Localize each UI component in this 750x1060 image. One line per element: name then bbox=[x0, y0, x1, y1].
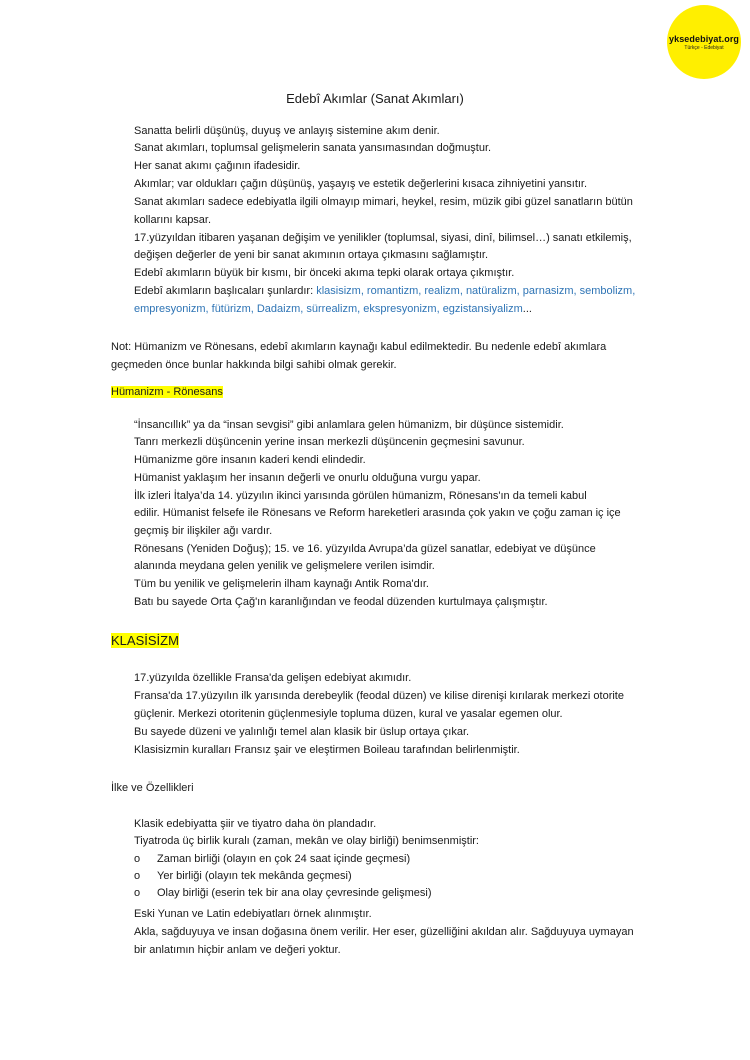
paragraph-line: Klasisizmin kuralları Fransız şair ve eleştirmen Boileau tarafından belirlenmiştir. bbox=[134, 744, 520, 756]
paragraph-line: Sanat akımları, toplumsal gelişmelerin sanata yansımasından doğmuştur. bbox=[134, 142, 492, 154]
paragraph-line: 17.yüzyıldan itibaren yaşanan değişim ve yenilikler (toplumsal, siyasi, dinî, bilimsel…) sanatı etkilemiş, bbox=[134, 232, 632, 244]
paragraph-line: “İnsancıllık” ya da “insan sevgisi” gibi anlamlara gelen hümanizm, bir düşünce sistemidir. bbox=[134, 419, 564, 431]
section-heading bbox=[111, 633, 179, 649]
paragraph-line: alanında meydana gelen yenilik ve gelişmelere verilen isimdir. bbox=[134, 560, 435, 572]
paragraph-line: değişen değerler de yeni bir sanat akımının ortaya çıkmasını sağlamıştır. bbox=[134, 249, 489, 261]
paragraph-line: Sanatta belirli düşünüş, duyuş ve anlayış sistemine akım denir. bbox=[134, 125, 440, 137]
paragraph-line: kollarını kapsar. bbox=[134, 214, 212, 226]
bullet-item: Olay birliği (eserin tek bir ana olay çevresinde gelişmesi) bbox=[157, 887, 432, 899]
paragraph-line: Tiyatroda üç birlik kuralı (zaman, mekân ve olay birliği) benimsenmiştir: bbox=[134, 835, 479, 847]
paragraph-line: Rönesans (Yeniden Doğuş); 15. ve 16. yüzyılda Avrupa’da güzel sanatlar, edebiyat ve düşünce bbox=[134, 543, 596, 555]
site-logo[interactable] bbox=[667, 5, 741, 79]
movements-list: empresyonizm, fütürizm, Dadaizm, sürrealizm, ekspresyonizm, egzistansiyalizm bbox=[134, 303, 523, 315]
section-heading-text: Hümanizm - Rönesans bbox=[111, 386, 223, 398]
bullet-item: Yer birliği (olayın tek mekânda geçmesi) bbox=[157, 870, 352, 882]
movements-list-line bbox=[134, 302, 532, 316]
paragraph-line: Sanat akımları sadece edebiyatla ilgili olmayıp mimari, heykel, resim, müzik gibi güzel sanatların bütün bbox=[134, 196, 633, 208]
paragraph-line: Hümanizme göre insanın kaderi kendi elindedir. bbox=[134, 454, 366, 466]
paragraph-line: Hümanist yaklaşım her insanın değerli ve onurlu olduğuna vurgu yapar. bbox=[134, 472, 481, 484]
paragraph-line: Akla, sağduyuya ve insan doğasına önem verilir. Her eser, güzelliğini akıldan alır. Sağduyuya uymayan bbox=[134, 926, 634, 938]
subheading: İlke ve Özellikleri bbox=[111, 782, 194, 794]
paragraph-line: Tüm bu yenilik ve gelişmelerin ilham kaynağı Antik Roma'dır. bbox=[134, 578, 429, 590]
paragraph-line: bir anlatımın hiçbir anlam ve değeri yoktur. bbox=[134, 944, 341, 956]
bullet-marker: o bbox=[134, 887, 141, 899]
paragraph-line: Edebî akımların büyük bir kısmı, bir önceki akıma tepki olarak ortaya çıkmıştır. bbox=[134, 267, 515, 279]
bullet-item: Zaman birliği (olayın en çok 24 saat içinde geçmesi) bbox=[157, 853, 411, 865]
paragraph-line: Bu sayede düzeni ve yalınlığı temel alan klasik bir üslup ortaya çıkar. bbox=[134, 726, 470, 738]
logo-subtext: Türkçe - Edebiyat bbox=[684, 44, 724, 51]
list-lead: Edebî akımların başlıcaları şunlardır: bbox=[134, 285, 317, 297]
section-heading bbox=[111, 385, 223, 399]
paragraph-line: Batı bu sayede Orta Çağ'ın karanlığından ve feodal düzenden kurtulmaya çalışmıştır. bbox=[134, 596, 548, 608]
paragraph-line: Klasik edebiyatta şiir ve tiyatro daha ön plandadır. bbox=[134, 818, 377, 830]
paragraph-line: Eski Yunan ve Latin edebiyatları örnek alınmıştır. bbox=[134, 908, 372, 920]
paragraph-line: 17.yüzyılda özellikle Fransa'da gelişen edebiyat akımıdır. bbox=[134, 672, 412, 684]
paragraph-line: Tanrı merkezli düşüncenin yerine insan merkezli düşüncenin geçmesini savunur. bbox=[134, 436, 525, 448]
note-line: geçmeden önce bunlar hakkında bilgi sahibi olmak gerekir. bbox=[111, 359, 397, 371]
movements-list-line bbox=[134, 284, 635, 298]
paragraph-line: geçmiş bir ilişkiler ağı vardır. bbox=[134, 525, 273, 537]
logo-text: yksedebiyat.org bbox=[668, 33, 740, 44]
section-heading-text: KLASİSİZM bbox=[111, 633, 179, 648]
list-tail: ... bbox=[522, 303, 532, 315]
note-line: Not: Hümanizm ve Rönesans, edebî akımların kaynağı kabul edilmektedir. Bu nedenle edebî akımlara bbox=[111, 341, 607, 353]
paragraph-line: Her sanat akımı çağının ifadesidir. bbox=[134, 160, 301, 172]
bullet-marker: o bbox=[134, 853, 141, 865]
paragraph-line: güçlenir. Merkezi otoritenin güçlenmesiyle topluma düzen, kural ve yasalar egemen olur. bbox=[134, 708, 563, 720]
paragraph-line: Fransa'da 17.yüzyılın ilk yarısında derebeylik (feodal düzen) ve kilise direnişi kırılarak merkezi otorite bbox=[134, 690, 624, 702]
paragraph-line: edilir. Hümanist felsefe ile Rönesans ve Reform hareketleri arasında çok yakın ve çoğu zaman iç içe bbox=[134, 507, 621, 519]
document-title: Edebî Akımlar (Sanat Akımları) bbox=[286, 91, 464, 106]
paragraph-line: Akımlar; var oldukları çağın düşünüş, yaşayış ve estetik değerlerini kısaca zihniyetini yansıtır. bbox=[134, 178, 588, 190]
paragraph-line: İlk izleri İtalya’da 14. yüzyılın ikinci yarısında görülen hümanizm, Rönesans'ın da temeli kabul bbox=[134, 490, 587, 502]
movements-list: klasisizm, romantizm, realizm, natüralizm, parnasizm, sembolizm, bbox=[316, 285, 636, 297]
bullet-marker: o bbox=[134, 870, 141, 882]
